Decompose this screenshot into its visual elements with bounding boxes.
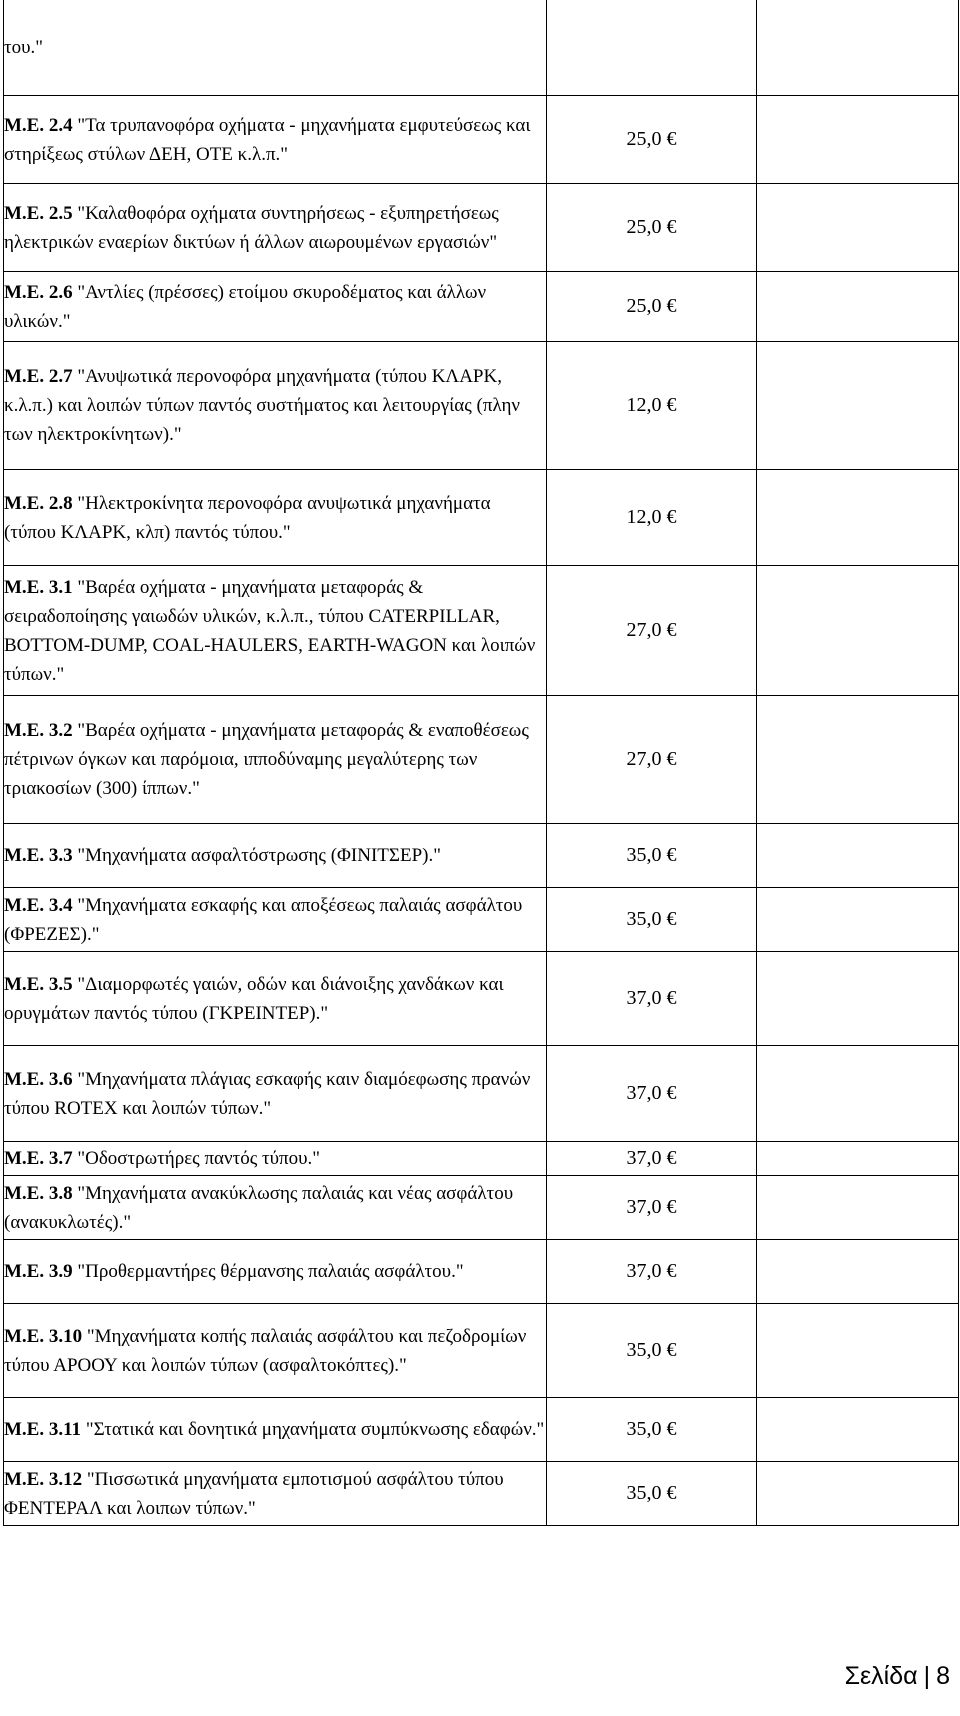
table-row <box>4 1240 959 1304</box>
item-description <box>4 1398 547 1462</box>
table-row <box>4 1398 959 1462</box>
item-description <box>4 184 547 272</box>
notes-cell <box>757 566 959 696</box>
notes-cell <box>757 470 959 566</box>
item-code: Μ.Ε. 3.7 <box>4 1148 73 1169</box>
notes-cell <box>757 1398 959 1462</box>
page-label: Σελίδα <box>844 1662 918 1690</box>
notes-cell <box>757 824 959 888</box>
item-text: "Βαρέα οχήματα - μηχανήματα μεταφοράς & εναποθέσεως πέτρινων όγκων και παρόμοια, ιπποδύναμης μεγαλύτερης των τριακοσίων (300) ίππων." <box>4 720 529 799</box>
item-code: Μ.Ε. 2.8 <box>4 492 73 514</box>
item-code: Μ.Ε. 2.7 <box>4 366 73 387</box>
item-rate: 35,0 € <box>547 824 757 888</box>
notes-cell <box>757 1046 959 1142</box>
item-text: "Οδοστρωτήρες παντός τύπου." <box>77 1148 321 1169</box>
item-code: Μ.Ε. 3.10 <box>4 1325 83 1347</box>
item-code: Μ.Ε. 3.3 <box>4 845 73 866</box>
item-description <box>4 1142 547 1176</box>
item-description <box>4 696 547 824</box>
item-text: "Μηχανήματα ασφαλτόστρωσης (ΦΙΝΙΤΣΕΡ)." <box>77 845 441 866</box>
item-rate: 35,0 € <box>547 1304 757 1398</box>
notes-cell <box>757 1240 959 1304</box>
item-text: "Βαρέα οχήματα - μηχανήματα μεταφοράς & σειραδοποίησης γαιωδών υλικών, κ.λ.π., τύπου CATERPILLAR, BOTTOM-DUMP, COAL-HAULERS, EARTH-WAGON και λοιπών τύπων." <box>4 576 536 685</box>
item-code: Μ.Ε. 3.8 <box>4 1182 73 1204</box>
item-rate: 25,0 € <box>547 272 757 342</box>
item-rate: 37,0 € <box>547 952 757 1046</box>
item-code: Μ.Ε. 3.6 <box>4 1068 73 1090</box>
item-description <box>4 1240 547 1304</box>
item-description <box>4 1462 547 1526</box>
item-text: "Στατικά και δονητικά μηχανήματα συμπύκνωσης εδαφών." <box>85 1419 545 1440</box>
item-rate: 35,0 € <box>547 1462 757 1526</box>
item-code: Μ.Ε. 3.4 <box>4 894 73 916</box>
table-row <box>4 888 959 952</box>
item-description <box>4 1176 547 1240</box>
item-rate: 27,0 € <box>547 696 757 824</box>
notes-cell <box>757 0 959 96</box>
notes-cell <box>757 1304 959 1398</box>
table-row <box>4 96 959 184</box>
item-text: "Πισσωτικά μηχανήματα εμποτισμού ασφάλτου τύπου ΦΕΝΤΕΡΑΛ και λοιπων τύπων." <box>4 1468 504 1519</box>
item-rate: 12,0 € <box>547 470 757 566</box>
table-row <box>4 470 959 566</box>
notes-cell <box>757 1462 959 1526</box>
equipment-rates-table <box>3 0 959 1526</box>
item-description <box>4 952 547 1046</box>
notes-cell <box>757 342 959 470</box>
item-description <box>4 824 547 888</box>
item-code: Μ.Ε. 3.11 <box>4 1419 82 1440</box>
notes-cell <box>757 888 959 952</box>
table-row <box>4 272 959 342</box>
table-row <box>4 696 959 824</box>
table-row <box>4 566 959 696</box>
item-description <box>4 566 547 696</box>
table-row <box>4 1046 959 1142</box>
item-code: Μ.Ε. 3.12 <box>4 1468 83 1490</box>
table-row-continuation <box>4 0 959 96</box>
item-rate: 37,0 € <box>547 1176 757 1240</box>
table-row <box>4 952 959 1046</box>
notes-cell <box>757 1176 959 1240</box>
item-code: Μ.Ε. 3.9 <box>4 1261 73 1282</box>
item-description <box>4 96 547 184</box>
item-text: "Μηχανήματα εσκαφής και αποξέσεως παλαιάς ασφάλτου (ΦΡΕΖΕΣ)." <box>4 894 523 945</box>
item-text: "Ανυψωτικά περονοφόρα μηχανήματα (τύπου ΚΛΑΡΚ, κ.λ.π.) και λοιπών τύπων παντός συστήματος και λειτουργίας (πλην των ηλεκτροκίνητων)." <box>4 366 521 445</box>
item-rate: 35,0 € <box>547 888 757 952</box>
table-row <box>4 824 959 888</box>
item-text: "Μηχανήματα ανακύκλωσης παλαιάς και νέας ασφάλτου (ανακυκλωτές)." <box>4 1182 514 1233</box>
table-row <box>4 1176 959 1240</box>
page-number: 8 <box>936 1662 950 1690</box>
item-text: "Διαμορφωτές γαιών, οδών και διάνοιξης χανδάκων και ορυγμάτων παντός τύπου (ΓΚΡΕΙΝΤΕΡ)." <box>4 973 504 1024</box>
item-text: "Ηλεκτροκίνητα περονοφόρα ανυψωτικά μηχανήματα (τύπου ΚΛΑΡΚ, κλπ) παντός τύπου." <box>4 492 491 543</box>
item-rate: 35,0 € <box>547 1398 757 1462</box>
item-code: Μ.Ε. 2.6 <box>4 281 73 303</box>
continued-text: του." <box>4 0 547 96</box>
item-description <box>4 888 547 952</box>
table-row <box>4 1142 959 1176</box>
item-description <box>4 1046 547 1142</box>
table-row <box>4 342 959 470</box>
item-description <box>4 470 547 566</box>
item-rate: 37,0 € <box>547 1142 757 1176</box>
item-text: "Αντλίες (πρέσσες) ετοίμου σκυροδέματος και άλλων υλικών." <box>4 281 487 332</box>
item-rate: 37,0 € <box>547 1046 757 1142</box>
notes-cell <box>757 184 959 272</box>
rate-cell-empty <box>547 0 757 96</box>
item-text: "Προθερμαντήρες θέρμανσης παλαιάς ασφάλτου." <box>77 1261 464 1282</box>
item-text: "Καλαθοφόρα οχήματα συντηρήσεως - εξυπηρετήσεως ηλεκτρικών εναερίων δικτύων ή άλλων αιωρουμένων εργασιών" <box>4 202 499 253</box>
item-code: Μ.Ε. 3.1 <box>4 576 73 598</box>
table-row <box>4 184 959 272</box>
item-rate: 25,0 € <box>547 184 757 272</box>
item-code: Μ.Ε. 3.2 <box>4 720 73 741</box>
item-text: "Μηχανήματα κοπής παλαιάς ασφάλτου και πεζοδρομίων τύπου ΑΡΟΟΥ και λοιπών τύπων (ασφαλτοκόπτες)." <box>4 1325 527 1376</box>
item-rate: 25,0 € <box>547 96 757 184</box>
item-text: "Τα τρυπανοφόρα οχήματα - μηχανήματα εμφυτεύσεως και στηρίξεως στύλων ΔΕΗ, ΟΤΕ κ.λ.π." <box>4 114 531 165</box>
item-rate: 37,0 € <box>547 1240 757 1304</box>
notes-cell <box>757 952 959 1046</box>
page-footer <box>845 1662 950 1691</box>
item-text: "Μηχανήματα πλάγιας εσκαφής καιν διαμόεφωσης πρανών τύπου ROTEX και λοιπών τύπων." <box>4 1068 531 1119</box>
item-code: Μ.Ε. 3.5 <box>4 973 73 995</box>
item-rate: 12,0 € <box>547 342 757 470</box>
notes-cell <box>757 696 959 824</box>
item-description <box>4 1304 547 1398</box>
item-rate: 27,0 € <box>547 566 757 696</box>
item-code: Μ.Ε. 2.4 <box>4 114 73 136</box>
table-row <box>4 1304 959 1398</box>
page-separator: | <box>923 1662 931 1690</box>
notes-cell <box>757 96 959 184</box>
table-row <box>4 1462 959 1526</box>
item-description <box>4 272 547 342</box>
item-description <box>4 342 547 470</box>
notes-cell <box>757 272 959 342</box>
notes-cell <box>757 1142 959 1176</box>
item-code: Μ.Ε. 2.5 <box>4 202 73 224</box>
